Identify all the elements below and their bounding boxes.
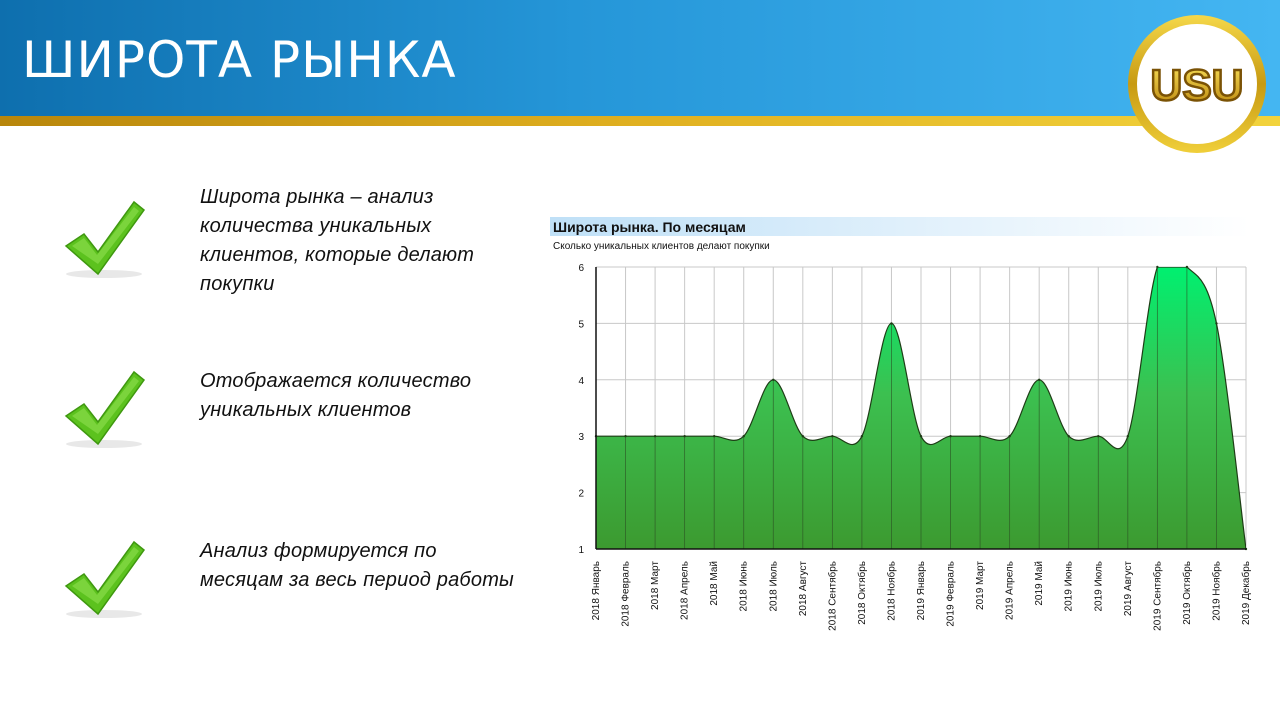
x-tick-label: 2019 Октябрь [1181, 561, 1193, 625]
market-width-chart [550, 215, 1280, 640]
usu-logo [1126, 13, 1268, 155]
chart-title: Широта рынка. По месяцам [553, 219, 746, 235]
x-tick-label: 2018 Январь [591, 561, 602, 621]
data-point [861, 435, 863, 437]
data-point [654, 435, 656, 437]
chart-svg [550, 215, 1280, 640]
data-point [831, 435, 833, 437]
x-tick-label: 2019 Сентябрь [1152, 561, 1164, 631]
x-tick-label: 2018 Апрель [679, 561, 691, 620]
data-point [1068, 435, 1070, 437]
x-tick-label: 2018 Август [797, 561, 809, 617]
x-tick-label: 2018 Февраль [620, 561, 632, 627]
data-point [1127, 435, 1129, 437]
data-point [1097, 435, 1099, 437]
data-point [949, 435, 951, 437]
bullet-text-3: Анализ формируется по месяцам за весь период работы [200, 540, 514, 591]
data-point [624, 435, 626, 437]
logo-text: USU [1150, 61, 1244, 110]
x-tick-label: 2018 Июль [768, 561, 780, 612]
x-tick-label: 2018 Март [650, 561, 662, 610]
x-tick-label: 2019 Апрель [1004, 561, 1016, 620]
x-tick-label: 2018 Октябрь [856, 561, 868, 625]
x-tick-label: 2019 Май [1034, 561, 1046, 606]
data-point [713, 435, 715, 437]
check-icon [62, 198, 152, 280]
data-point [683, 435, 685, 437]
check-icon [62, 368, 152, 450]
data-point [1008, 435, 1010, 437]
page-title: ШИРОТА РЫНКА [22, 31, 457, 89]
data-point [1186, 266, 1188, 268]
y-tick-label: 6 [578, 263, 584, 274]
data-point [1215, 322, 1217, 324]
x-tick-label: 2019 Июль [1093, 561, 1105, 612]
x-tick-label: 2018 Ноябрь [886, 561, 898, 621]
y-tick-label: 3 [578, 432, 584, 444]
data-point [1156, 266, 1158, 268]
x-tick-label: 2018 Май [709, 561, 721, 606]
y-tick-label: 4 [578, 375, 584, 387]
data-point [772, 379, 774, 381]
x-tick-label: 2018 Июнь [738, 561, 750, 612]
x-tick-label: 2019 Август [1122, 561, 1134, 617]
data-point [1038, 379, 1040, 381]
x-tick-label: 2019 Декабрь [1241, 561, 1252, 626]
header-gold-stripe [0, 116, 1280, 126]
check-icon [62, 538, 152, 620]
x-tick-label: 2019 Июнь [1063, 561, 1075, 612]
y-tick-label: 2 [578, 488, 584, 500]
y-tick-label: 5 [578, 319, 584, 331]
data-point [743, 435, 745, 437]
data-point [920, 435, 922, 437]
chart-subtitle: Сколько уникальных клиентов делают покупки [553, 241, 770, 252]
x-tick-label: 2019 Ноябрь [1211, 561, 1223, 621]
x-tick-label: 2019 Март [975, 561, 987, 610]
y-tick-label: 1 [578, 545, 584, 556]
x-tick-label: 2018 Сентябрь [827, 561, 839, 631]
bullet-text-1: Широта рынка – анализ количества уникальных клиентов, которые делают покупки [200, 186, 475, 295]
x-tick-label: 2019 Февраль [945, 561, 957, 627]
data-point [979, 435, 981, 437]
data-point [802, 435, 804, 437]
bullet-text-2: Отображается количество уникальных клиентов [200, 370, 472, 421]
x-tick-label: 2019 Январь [916, 561, 927, 621]
data-point [890, 322, 892, 324]
